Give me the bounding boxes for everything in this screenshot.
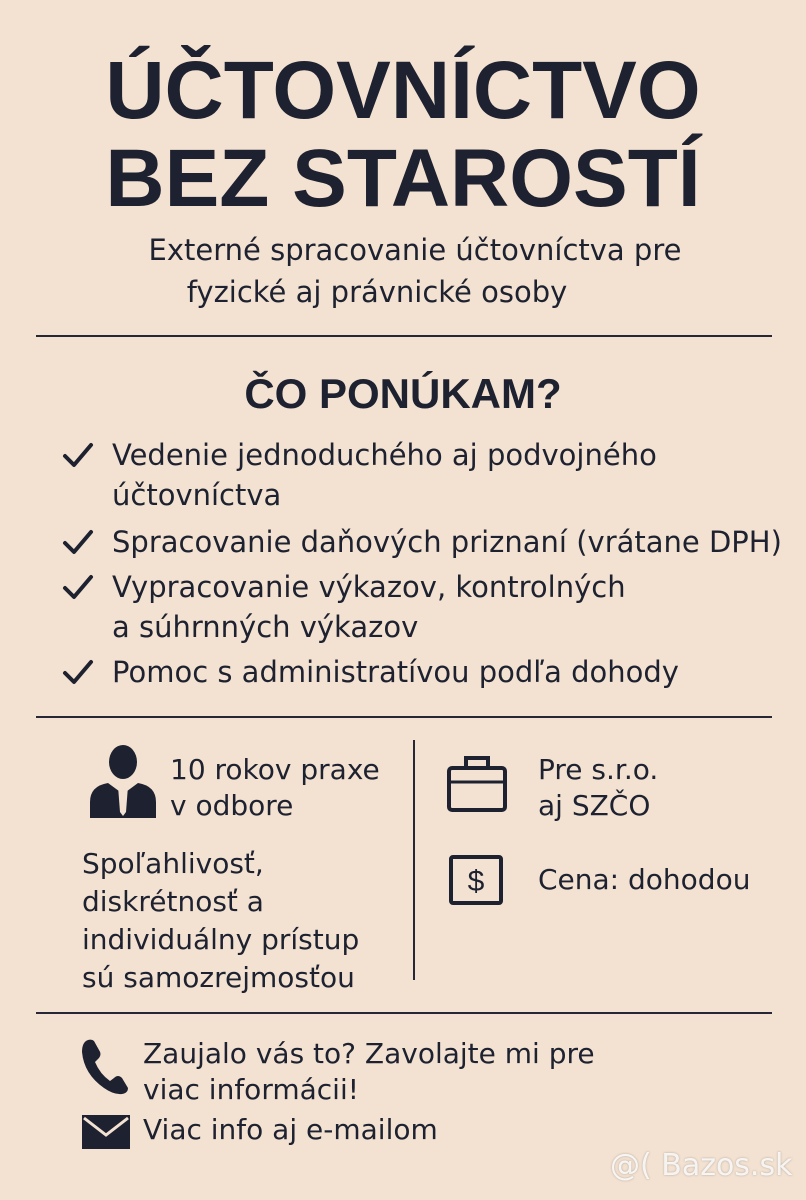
check-icon: [62, 441, 94, 469]
watermark: @( Bazos.sk: [610, 1148, 793, 1183]
price-text: Cena: dohodou: [538, 863, 751, 896]
email-text: Viac info aj e-mailom: [143, 1113, 438, 1146]
offer-item-text: Vedenie jednoduchého aj podvojného účtovníctva: [112, 438, 657, 512]
check-icon: [62, 658, 94, 686]
divider-bottom: [36, 1012, 772, 1014]
divider-vertical: [413, 740, 415, 980]
offer-item-text: Spracovanie daňových priznaní (vrátane DPH): [112, 525, 782, 559]
offer-item-text: Vypracovanie výkazov, kontrolných a súhrnných výkazov: [112, 570, 626, 644]
offer-heading: ČO PONÚKAM?: [244, 370, 562, 417]
svg-text:$: $: [467, 865, 485, 898]
dollar-icon: [448, 854, 504, 906]
title-line-2: BEZ STAROSTÍ: [105, 133, 701, 224]
reliability-text: Spoľahlivosť, diskrétnosť a individuálny prístup sú samozrejmosťou: [82, 847, 360, 994]
experience-text: 10 rokov praxe v odbore: [170, 753, 380, 822]
person-icon: [88, 742, 158, 818]
divider-middle: [36, 716, 772, 718]
divider-top: [36, 335, 772, 337]
call-text: Zaujalo vás to? Zavolajte mi pre viac informácii!: [143, 1037, 595, 1106]
subtitle-line-1: Externé spracovanie účtovníctva pre: [148, 233, 682, 267]
phone-icon: [80, 1038, 130, 1096]
subtitle-line-2: fyzické aj právnické osoby: [186, 275, 568, 309]
mail-icon: [82, 1115, 130, 1149]
check-icon: [62, 573, 94, 601]
briefcase-icon: [446, 752, 508, 814]
title-line-1: ÚČTOVNÍCTVO: [105, 45, 701, 136]
offer-item-text: Pomoc s administratívou podľa dohody: [112, 655, 679, 689]
clients-text: Pre s.r.o. aj SZČO: [538, 753, 659, 822]
check-icon: [62, 528, 94, 556]
